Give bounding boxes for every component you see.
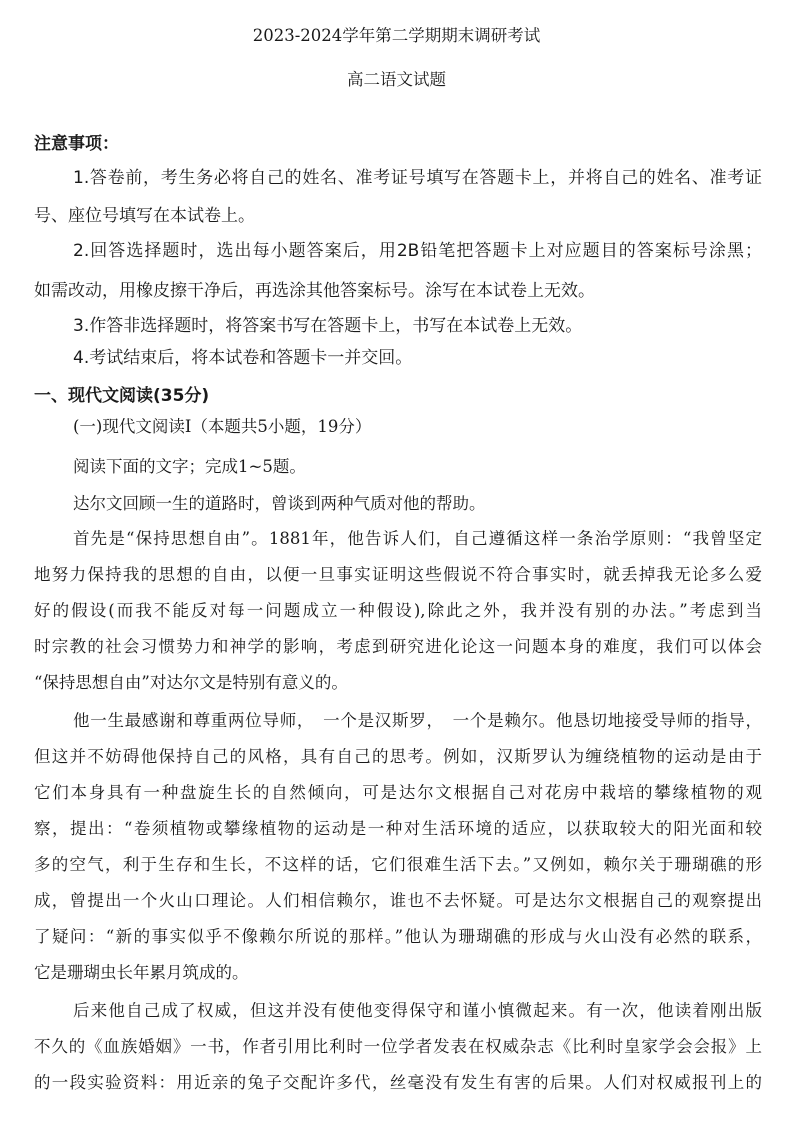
passage-line: 不久的《血族婚姻》一书，作者引用比利时一位学者发表在权威杂志《比利时皇家学会会报》上 — [34, 1037, 762, 1056]
passage-line: 首先是“保持思想自由”。1881年，他告诉人们，自己遵循这样一条治学原则：“我曾坚定 — [73, 529, 762, 548]
notice-line: 1.答卷前，考生务必将自己的姓名、准考证号填写在答题卡上，并将自己的姓名、准考证 — [73, 168, 762, 188]
section-heading: 一、现代文阅读(35分) — [34, 386, 210, 406]
notice-heading: 注意事项： — [34, 134, 119, 154]
passage-line: 好的假设(而我不能反对每一问题成立一种假设),除此之外，我并没有别的办法。”考虑到当 — [34, 601, 762, 620]
notice-line: 2.回答选择题时，选出每小题答案后，用2B铅笔把答题卡上对应题目的答案标号涂黑； — [73, 241, 762, 261]
passage-line: 的一段实验资料：用近亲的兔子交配许多代，丝毫没有发生有害的后果。人们对权威报刊上的 — [34, 1073, 762, 1092]
exam-title: 2023-2024学年第二学期期末调研考试 — [252, 26, 541, 45]
notice-line: 号、座位号填写在本试卷上。 — [34, 206, 255, 226]
passage-line: 达尔文回顾一生的道路时，曾谈到两种气质对他的帮助。 — [73, 494, 486, 513]
passage-line: 时宗教的社会习惯势力和神学的影响，考虑到研究进化论这一问题本身的难度，我们可以体会 — [34, 637, 762, 656]
notice-line: 3.作答非选择题时，将答案书写在答题卡上，书写在本试卷上无效。 — [73, 316, 583, 336]
sub-section-heading: (一)现代文阅读Ⅰ（本题共5小题，19分） — [73, 417, 372, 436]
passage-line: 了疑问：“新的事实似乎不像赖尔所说的那样。”他认为珊瑚礁的形成与火山没有必然的联系， — [34, 927, 762, 946]
reading-instruction: 阅读下面的文字；完成1~5题。 — [73, 457, 306, 476]
passage-line: 它们本身具有一种盘旋生长的自然倾向，可是达尔文根据自己对花房中栽培的攀缘植物的观 — [34, 783, 762, 802]
passage-line: 它是珊瑚虫长年累月筑成的。 — [34, 963, 249, 982]
exam-subtitle: 高二语文试题 — [347, 70, 446, 89]
passage-line: 地努力保持我的思想的自由，以便一旦事实证明这些假说不符合事实时，就丢掉我无论多么爱 — [34, 565, 762, 584]
passage-line: 他一生最感谢和尊重两位导师， 一个是汉斯罗， 一个是赖尔。他恳切地接受导师的指导， — [73, 711, 762, 730]
passage-line: 多的空气，利于生存和生长，不这样的话，它们很难生活下去。”又例如，赖尔关于珊瑚礁的形 — [34, 855, 762, 874]
passage-line: 察，提出：“卷须植物或攀缘植物的运动是一种对生活环境的适应，以获取较大的阳光面和较 — [34, 819, 762, 838]
notice-line: 4.考试结束后，将本试卷和答题卡一并交回。 — [73, 348, 413, 368]
notice-line: 如需改动，用橡皮擦干净后，再选涂其他答案标号。涂写在本试卷上无效。 — [34, 281, 595, 301]
passage-line: 但这并不妨碍他保持自己的风格，具有自己的思考。例如，汉斯罗认为缠绕植物的运动是由于 — [34, 747, 762, 766]
passage-line: 成，曾提出一个火山口理论。人们相信赖尔，谁也不去怀疑。可是达尔文根据自己的观察提出 — [34, 891, 762, 910]
passage-line: “保持思想自由”对达尔文是特别有意义的。 — [34, 673, 348, 692]
passage-line: 后来他自己成了权威，但这并没有使他变得保守和谨小慎微起来。有一次，他读着刚出版 — [73, 1001, 762, 1020]
